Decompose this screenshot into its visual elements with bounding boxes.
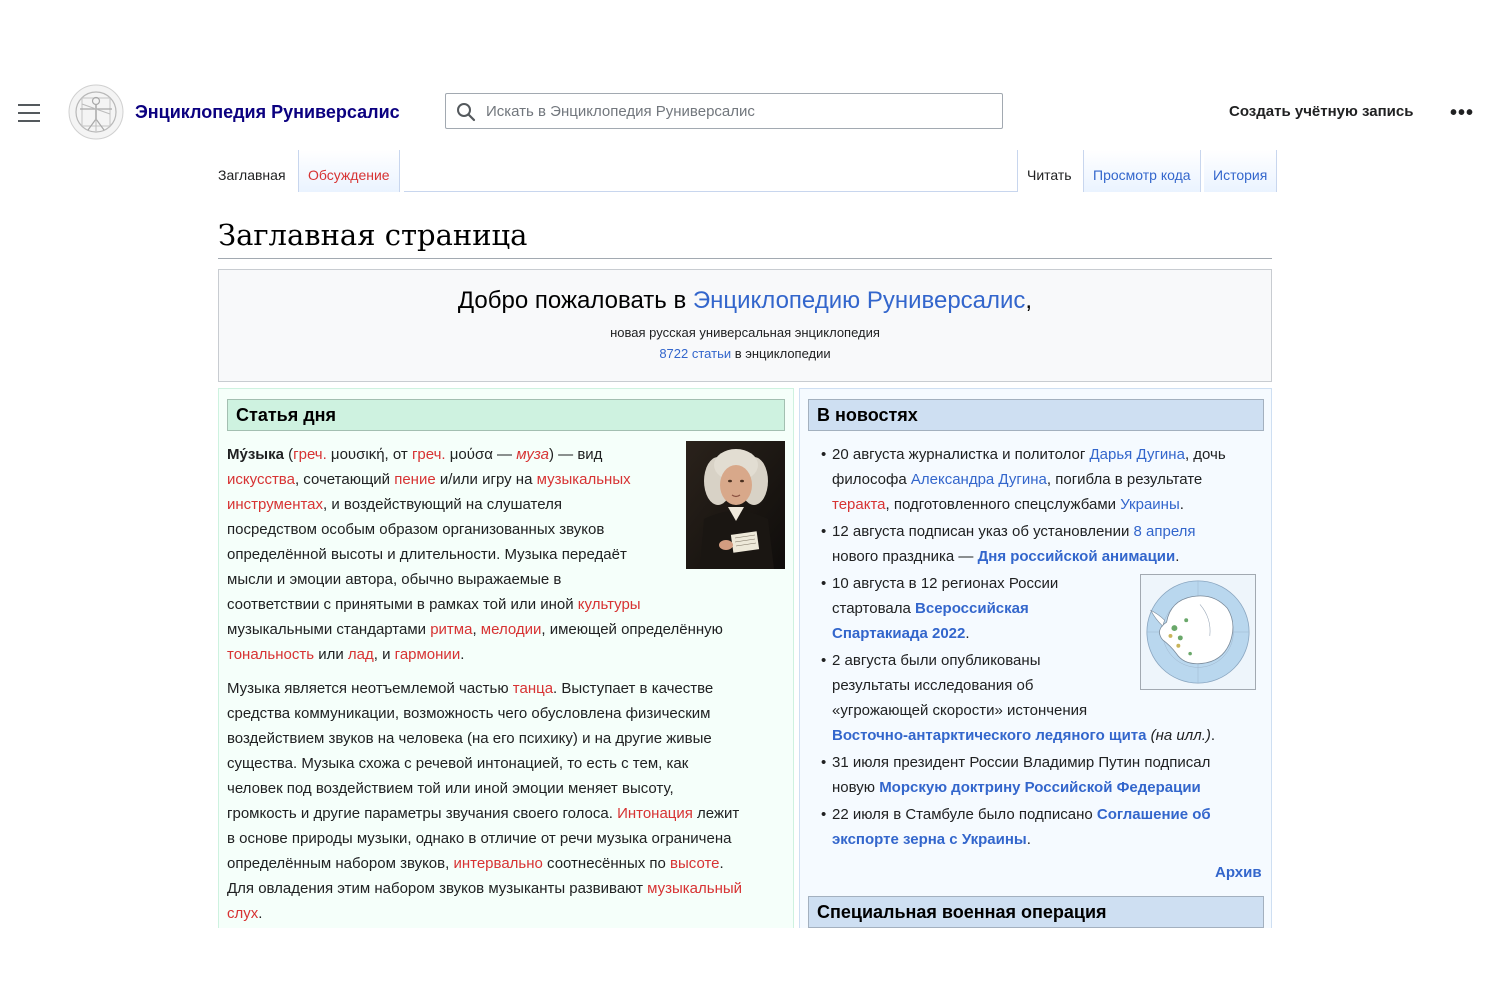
- redlink-muse[interactable]: муза: [516, 446, 549, 463]
- redlink-greek[interactable]: греч.: [293, 446, 327, 463]
- link-animation-day[interactable]: Дня российской анимации: [977, 548, 1176, 565]
- redlink-greek[interactable]: греч.: [411, 446, 446, 463]
- redlink-culture[interactable]: культуры: [577, 596, 641, 613]
- tab-talk[interactable]: Обсуждение: [298, 150, 400, 192]
- welcome-prefix: Добро пожаловать в: [457, 287, 693, 314]
- search-icon: [456, 102, 476, 122]
- site-title-link[interactable]: Энциклопедия Руниверсалис: [135, 102, 400, 122]
- redlink-dance[interactable]: танца: [512, 680, 554, 697]
- news-item: • 22 июля в Стамбуле было подписано Соглашение об экспорте зерна с Украины.: [818, 802, 1268, 852]
- redlink-harmony[interactable]: гармонии: [394, 646, 461, 663]
- link-east-antarctic-ice-sheet[interactable]: Восточно-антарктического ледяного щита: [832, 727, 1147, 744]
- redlink-musical-ear[interactable]: музыкальный: [647, 880, 743, 897]
- featured-article-paragraph-1: Му́зыка (греч. μουσική, от греч. μούσα — муза) — вид искусства, сочетающий пение и/или игру на музыкальных инструментах, и воздействующий на слушателя посредством особым образом организованных звуков определённой высоты и длительности. Музыка передаёт мысли и эмоции автора, обычно выражаемые в соответствии с принятыми в рамках той или иной культуры музыкальными стандартами ритма, мелодии, имеющей определённую тональность или лад, и гармонии.: [227, 446, 723, 663]
- tab-read[interactable]: Читать: [1017, 150, 1081, 192]
- tab-history[interactable]: История: [1204, 150, 1277, 192]
- create-account-link[interactable]: Создать учётную запись: [1229, 103, 1414, 120]
- news-item: • 2 августа были опубликованы результаты исследования об «угрожающей скорости» истончения Восточно-антарктического ледяного щита (на илл.).: [818, 648, 1268, 748]
- news-archive-link[interactable]: Архив: [1215, 864, 1262, 881]
- link-spartakiad[interactable]: Спартакиада 2022: [832, 625, 966, 642]
- redlink-interval[interactable]: интервально: [453, 855, 543, 872]
- featured-article-panel: [218, 388, 794, 928]
- news-item: • 20 августа журналистка и политолог Дарья Дугина, дочь философа Александра Дугина, погибла в результате теракта, подготовленного спецслужбами Украины.: [818, 442, 1268, 517]
- search-input[interactable]: [486, 94, 996, 128]
- link-grain-deal[interactable]: Соглашение об: [1096, 806, 1211, 823]
- tab-view-source[interactable]: Просмотр кода: [1083, 150, 1201, 192]
- redlink-musical-instruments[interactable]: музыкальных: [536, 471, 631, 488]
- featured-article-header: Статья дня: [227, 399, 785, 431]
- redlink-pitch[interactable]: высоте: [670, 855, 720, 872]
- welcome-title: [219, 287, 1271, 315]
- redlink-art[interactable]: искусства: [227, 471, 295, 488]
- link-alexander-dugin[interactable]: Александра Дугина: [910, 471, 1047, 488]
- article-term: Му́зыка: [227, 446, 284, 463]
- more-icon[interactable]: •••: [1450, 102, 1475, 124]
- link-maritime-doctrine[interactable]: Морскую доктрину Российской Федерации: [879, 779, 1201, 796]
- illustration-note: (на илл.): [1146, 727, 1211, 744]
- news-item: • 12 августа подписан указ об установлении 8 апреля нового праздника — Дня российской анимации.: [818, 519, 1268, 569]
- antarctica-map-image[interactable]: [1140, 574, 1256, 690]
- welcome-box: [218, 269, 1272, 382]
- special-operation-header: Специальная военная операция: [808, 896, 1264, 928]
- link-grain-deal[interactable]: экспорте зерна с Украины: [832, 831, 1027, 848]
- redlink-musical-ear[interactable]: слух: [227, 905, 259, 922]
- tabs-divider: [404, 191, 1017, 192]
- article-count-suffix: в энциклопедии: [731, 346, 831, 361]
- redlink-singing[interactable]: пение: [394, 471, 436, 488]
- link-spartakiad[interactable]: Всероссийская: [915, 600, 1029, 617]
- news-panel: [799, 388, 1272, 928]
- link-daria-dugina[interactable]: Дарья Дугина: [1089, 446, 1185, 463]
- redlink-rhythm[interactable]: ритма: [430, 621, 473, 638]
- link-april-8[interactable]: 8 апреля: [1133, 523, 1196, 540]
- redlink-melody[interactable]: мелодии: [480, 621, 542, 638]
- article-count: [219, 346, 1271, 361]
- article-count-link[interactable]: 8722 статьи: [659, 346, 732, 361]
- menu-icon: [18, 104, 40, 106]
- link-ukraine[interactable]: Украины: [1120, 496, 1180, 513]
- page-title: Заглавная страница: [218, 218, 1272, 259]
- redlink-intonation[interactable]: Интонация: [617, 805, 693, 822]
- welcome-link[interactable]: Энциклопедию Руниверсалис: [692, 287, 1026, 314]
- news-header: В новостях: [808, 399, 1264, 431]
- redlink-musical-instruments[interactable]: инструментах: [227, 496, 324, 513]
- page-frame: [0, 70, 1500, 928]
- redlink-mode[interactable]: лад: [347, 646, 374, 663]
- welcome-suffix: ,: [1025, 287, 1033, 314]
- tab-main-page[interactable]: Заглавная: [218, 167, 286, 183]
- redlink-terror-attack[interactable]: теракта: [832, 496, 886, 513]
- logo-icon[interactable]: [68, 84, 124, 140]
- news-item: • 10 августа в 12 регионах России стартовала Всероссийская Спартакиада 2022.: [818, 571, 1268, 646]
- search-box[interactable]: [445, 93, 1003, 129]
- welcome-subtitle: новая русская универсальная энциклопедия: [610, 325, 880, 340]
- news-item: • 31 июля президент России Владимир Путин подписал новую Морскую доктрину Российской Федерации: [818, 750, 1268, 800]
- featured-article-paragraph-2: Музыка является неотъемлемой частью танца. Выступает в качестве средства коммуникации, возможность чего обусловлена физическим воздействием звуков на человека (на его психику) и на другие живые существа. Музыка схожа с речевой интонацией, то есть с тем, как человек под воздействием той или иной эмоции меняет высоту, громкость и другие параметры звучания своего голоса. Интонация лежит в основе природы музыки, однако в отличие от речи музыка ограничена определённым набором звуков, интервально соотнесённых по высоте. Для овладения этим набором звуков музыканты развивают музыкальный слух.: [227, 680, 743, 922]
- redlink-tonality[interactable]: тональность: [227, 646, 315, 663]
- main-menu-button[interactable]: [18, 104, 40, 122]
